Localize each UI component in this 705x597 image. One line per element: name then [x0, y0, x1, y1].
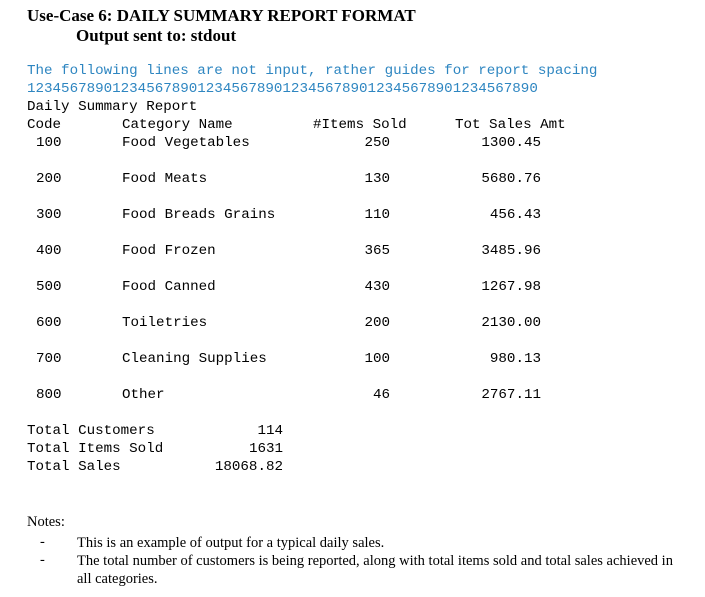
- total-value: 18068.82: [214, 459, 283, 475]
- header-code: Code: [27, 117, 62, 133]
- header-items: #Items Sold: [313, 117, 407, 133]
- cell-sales: 3485.96: [481, 243, 541, 259]
- cell-sales: 1300.45: [481, 135, 541, 151]
- cell-code: 700: [36, 351, 62, 367]
- cell-items: 46: [372, 387, 390, 403]
- total-label: Total Customers: [27, 423, 155, 439]
- cell-category: Food Frozen: [122, 243, 216, 259]
- report-title: Daily Summary Report: [27, 99, 198, 115]
- cell-code: 600: [36, 315, 62, 331]
- cell-category: Toiletries: [122, 315, 208, 331]
- output-target: Output sent to: stdout: [76, 26, 237, 45]
- cell-code: 100: [36, 135, 62, 151]
- cell-sales: 1267.98: [481, 279, 541, 295]
- cell-code: 800: [36, 387, 62, 403]
- cell-items: 100: [364, 351, 390, 367]
- page-title: Use-Case 6: DAILY SUMMARY REPORT FORMAT: [27, 6, 416, 25]
- cell-items: 200: [364, 315, 390, 331]
- cell-code: 500: [36, 279, 62, 295]
- cell-code: 300: [36, 207, 62, 223]
- note-dash: -: [40, 534, 45, 550]
- cell-items: 430: [364, 279, 390, 295]
- cell-code: 400: [36, 243, 62, 259]
- cell-items: 130: [364, 171, 390, 187]
- cell-code: 200: [36, 171, 62, 187]
- total-label: Total Items Sold: [27, 441, 164, 457]
- note-dash: -: [40, 552, 45, 568]
- cell-category: Other: [122, 387, 165, 403]
- cell-category: Food Vegetables: [122, 135, 250, 151]
- cell-sales: 2130.00: [481, 315, 541, 331]
- total-value: 114: [257, 423, 283, 439]
- guide-note: The following lines are not input, rather guides for report spacing: [27, 63, 598, 79]
- cell-items: 365: [364, 243, 390, 259]
- total-value: 1631: [248, 441, 283, 457]
- total-label: Total Sales: [27, 459, 121, 475]
- header-category: Category Name: [122, 117, 233, 133]
- cell-sales: 2767.11: [481, 387, 541, 403]
- cell-items: 110: [364, 207, 390, 223]
- cell-sales: 980.13: [489, 351, 541, 367]
- guide-ruler: 123456789012345678901234567890123456789012345678901234567890: [27, 81, 538, 97]
- cell-sales: 456.43: [489, 207, 541, 223]
- header-sales: Tot Sales Amt: [455, 117, 566, 133]
- cell-category: Food Meats: [122, 171, 208, 187]
- cell-sales: 5680.76: [481, 171, 541, 187]
- notes-title: Notes:: [27, 514, 65, 530]
- note-text: This is an example of output for a typical daily sales.: [77, 535, 385, 551]
- cell-items: 250: [364, 135, 390, 151]
- cell-category: Food Breads Grains: [122, 207, 276, 223]
- cell-category: Cleaning Supplies: [122, 351, 267, 367]
- note-text: The total number of customers is being reported, along with total items sold and total sales achieved in all categories.: [77, 553, 673, 587]
- cell-category: Food Canned: [122, 279, 216, 295]
